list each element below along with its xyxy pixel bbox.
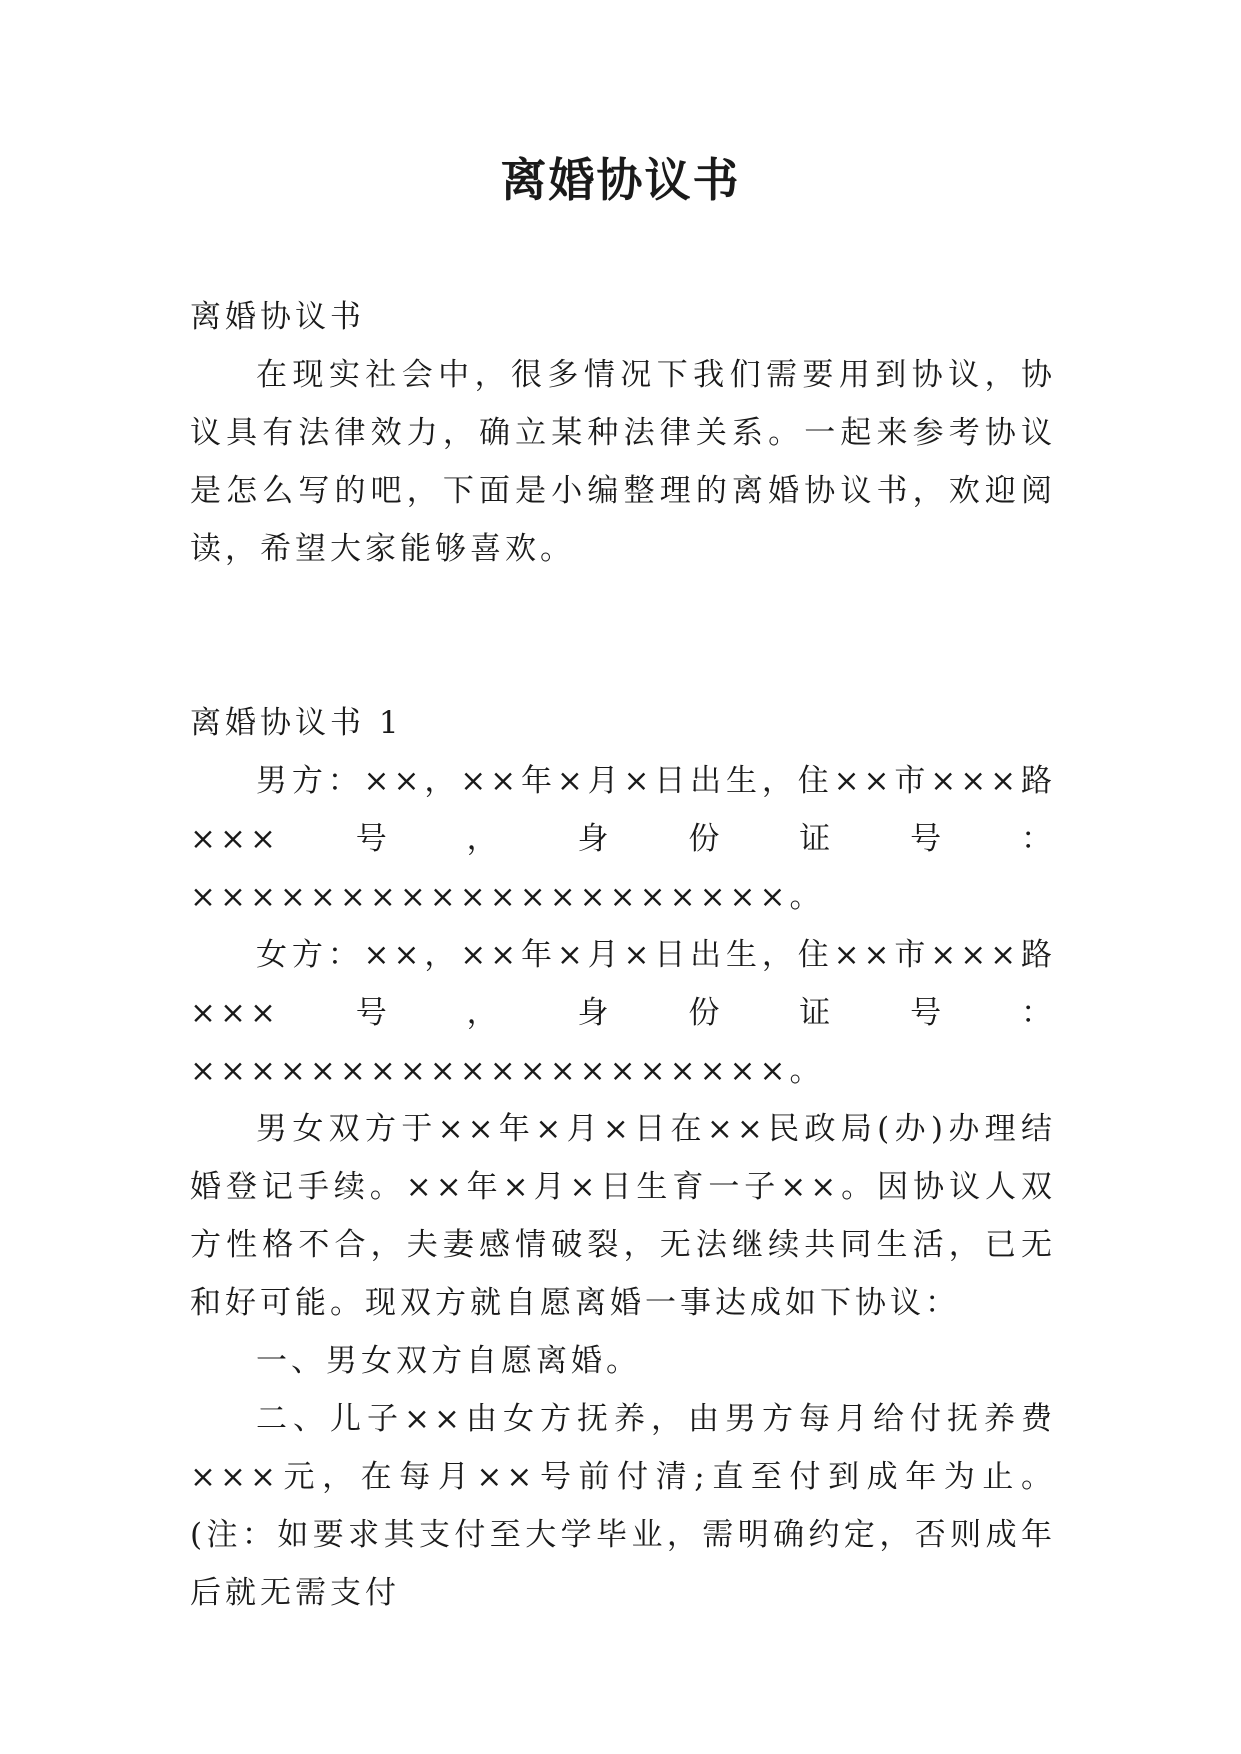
document-title: 离婚协议书 <box>500 153 741 207</box>
clause-two: 二、儿子××由女方抚养，由男方每月给付抚养费×××元，在每月××号前付清;直至付到成年为止。(注：如要求其支付至大学毕业，需明确约定，否则成年后就无需支付 <box>190 1401 1056 1611</box>
marriage-background-paragraph: 男女双方于××年×月×日在××民政局(办)办理结婚登记手续。××年×月×日生育一子××。因协议人双方性格不合，夫妻感情破裂，无法继续共同生活，已无和好可能。现双方就自愿离婚一事达成如下协议： <box>190 1111 1056 1321</box>
clause-one: 一、男女双方自愿离婚。 <box>256 1343 641 1379</box>
document-body <box>190 288 1056 1622</box>
male-party-paragraph: 男方：××，××年×月×日出生，住××市×××路×××号，身份证号：××××××××××××××××××××。 <box>190 763 1056 915</box>
female-party-paragraph: 女方：××，××年×月×日出生，住××市×××路×××号，身份证号：××××××××××××××××××××。 <box>190 937 1056 1089</box>
section-heading: 离婚协议书 <box>190 299 365 335</box>
agreement-heading: 离婚协议书 1 <box>190 705 403 741</box>
intro-paragraph: 在现实社会中，很多情况下我们需要用到协议，协议具有法律效力，确立某种法律关系。一起来参考协议是怎么写的吧，下面是小编整理的离婚协议书，欢迎阅读，希望大家能够喜欢。 <box>190 357 1056 567</box>
paragraph-spacer <box>190 578 1056 694</box>
